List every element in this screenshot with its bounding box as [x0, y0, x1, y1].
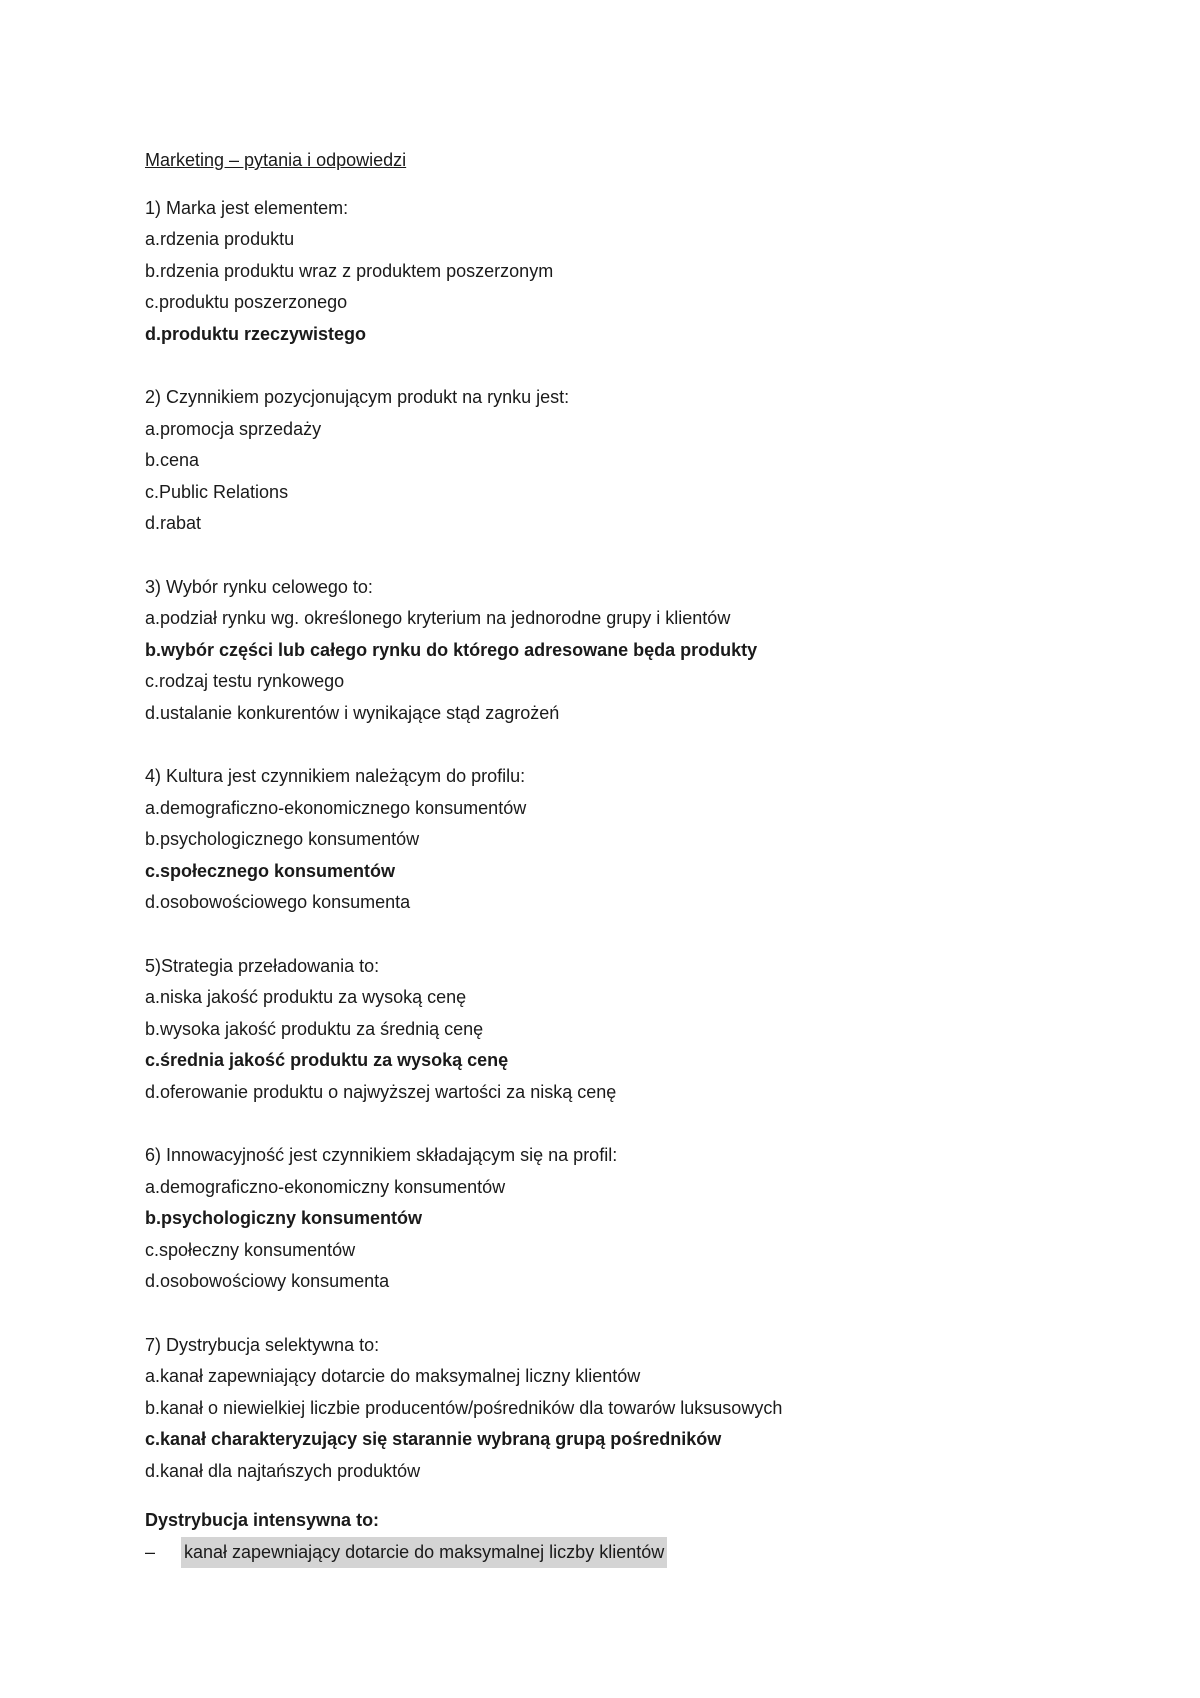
answer-option: a.promocja sprzedaży	[145, 418, 322, 439]
correct-answer: c.kanał charakteryzujący się starannie wybraną grupą pośredników	[145, 1429, 722, 1449]
document-page	[145, 145, 1145, 1568]
answer-option: c.rodzaj testu rynkowego	[145, 671, 345, 691]
extra-section	[145, 1505, 1145, 1568]
correct-answer: c.średnia jakość produktu za wysoką cenę	[145, 1050, 509, 1070]
answer-option: c.Public Relations	[145, 481, 289, 502]
answer-option: a.demograficzno-ekonomiczny konsumentów	[145, 1176, 506, 1197]
answer-option: b.rdzenia produktu wraz z produktem poszerzonym	[145, 260, 554, 281]
question-text: 2) Czynnikiem pozycjonującym produkt na rynku jest:	[145, 387, 570, 407]
question-text: 3) Wybór rynku celowego to:	[145, 576, 373, 597]
question-text: 5)Strategia przeładowania to:	[145, 955, 380, 976]
question-block	[145, 761, 1145, 919]
answer-option: d.ustalanie konkurentów i wynikające stąd zagrożeń	[145, 702, 560, 723]
extra-heading: Dystrybucja intensywna to:	[145, 1510, 380, 1530]
question-text: 1) Marka jest elementem:	[145, 197, 349, 218]
answer-option: d.rabat	[145, 513, 202, 533]
correct-answer: d.produktu rzeczywistego	[145, 323, 367, 344]
question-text: 7) Dystrybucja selektywna to:	[145, 1334, 380, 1355]
answer-option: b.cena	[145, 450, 200, 470]
extra-item-list	[145, 1537, 1145, 1569]
question-block	[145, 193, 1145, 351]
answer-option: d.kanał dla najtańszych produktów	[145, 1460, 421, 1481]
answer-option: b.wysoka jakość produktu za średnią cenę	[145, 1018, 484, 1039]
answer-option: a.kanał zapewniający dotarcie do maksymalnej liczny klientów	[145, 1366, 641, 1386]
answer-option: a.rdzenia produktu	[145, 229, 295, 249]
question-block	[145, 382, 1145, 540]
question-text: 4) Kultura jest czynnikiem należącym do profilu:	[145, 766, 526, 786]
answer-option: a.podział rynku wg. określonego kryterium na jednorodne grupy i klientów	[145, 608, 731, 628]
answer-option: a.niska jakość produktu za wysoką cenę	[145, 987, 467, 1007]
highlighted-answer: kanał zapewniający dotarcie do maksymalnej liczby klientów	[181, 1537, 667, 1569]
answer-option: c.produktu poszerzonego	[145, 292, 348, 312]
question-block	[145, 1330, 1145, 1488]
question-block	[145, 951, 1145, 1109]
bullet-item	[145, 1537, 1145, 1569]
question-list	[145, 193, 1145, 1488]
correct-answer: b.wybór części lub całego rynku do którego adresowane będa produkty	[145, 639, 758, 660]
document-title: Marketing – pytania i odpowiedzi	[145, 150, 407, 170]
bullet-dash: –	[145, 1541, 156, 1562]
question-block	[145, 572, 1145, 730]
correct-answer: c.społecznego konsumentów	[145, 860, 396, 881]
answer-option: b.kanał o niewielkiej liczbie producentów/pośredników dla towarów luksusowych	[145, 1397, 783, 1418]
answer-option: d.osobowościowego konsumenta	[145, 892, 411, 912]
answer-option: b.psychologicznego konsumentów	[145, 829, 420, 849]
question-block	[145, 1140, 1145, 1298]
answer-option: d.osobowościowy konsumenta	[145, 1271, 390, 1291]
correct-answer: b.psychologiczny konsumentów	[145, 1208, 423, 1228]
question-text: 6) Innowacyjność jest czynnikiem składającym się na profil:	[145, 1145, 618, 1165]
answer-option: c.społeczny konsumentów	[145, 1239, 356, 1260]
answer-option: a.demograficzno-ekonomicznego konsumentów	[145, 797, 527, 818]
answer-option: d.oferowanie produktu o najwyższej wartości za niską cenę	[145, 1081, 617, 1102]
